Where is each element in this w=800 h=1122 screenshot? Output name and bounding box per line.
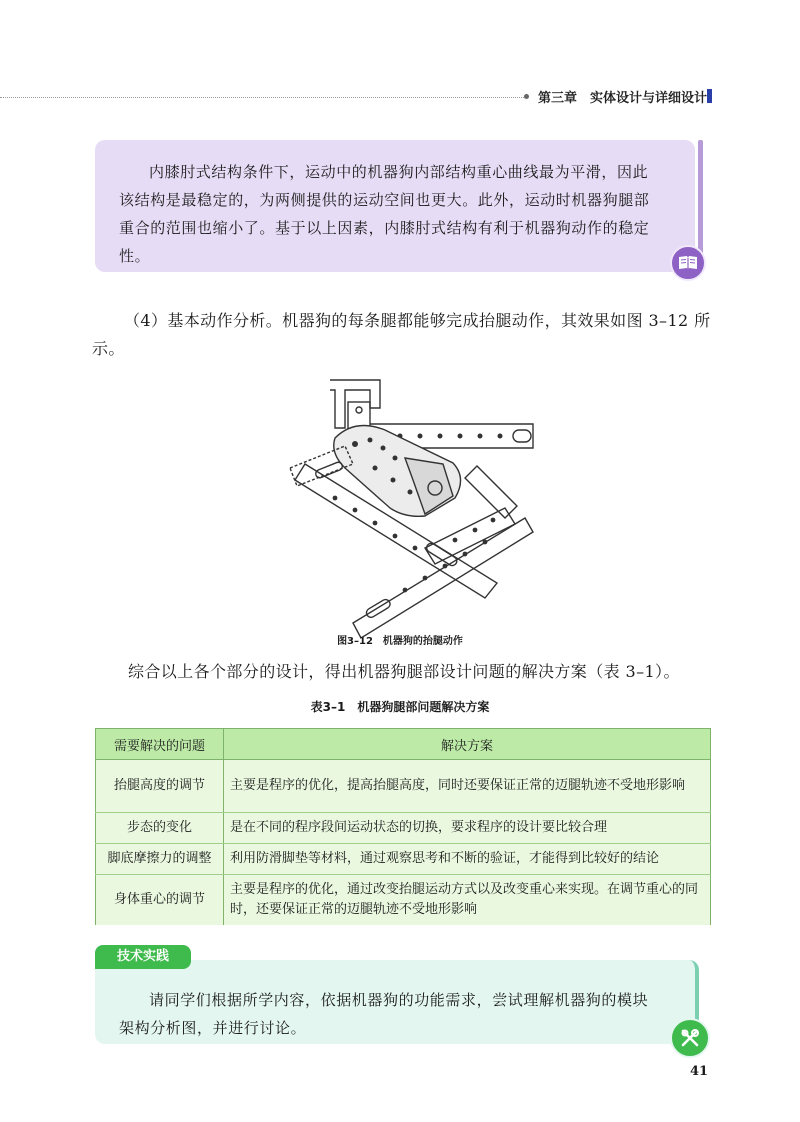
chapter-header: 第三章 实体设计与详细设计 [538, 91, 708, 106]
paragraph-basic-motion: （4）基本动作分析。机器狗的每条腿都能够完成抬腿动作，其效果如图 3–12 所示。 [92, 311, 711, 358]
table-cell-problem: 抬腿高度的调节 [96, 760, 224, 813]
table-header-row [96, 729, 711, 760]
header-dot [524, 94, 529, 99]
table-cell-problem: 脚底摩擦力的调整 [96, 844, 224, 875]
note-text: 内膝肘式结构条件下，运动中的机器狗内部结构重心曲线最为平滑，因此该结构是最稳定的，为两侧提供的运动空间也更大。此外，运动时机器狗腿部重合的范围也缩小了。基于以上因素，内膝肘式结构有利于机器狗动作的稳定性。 [119, 163, 650, 265]
table-cell-problem: 步态的变化 [96, 813, 224, 844]
note-callout [95, 140, 695, 272]
practice-text: 请同学们根据所学内容，依据机器狗的功能需求，尝试理解机器狗的模块架构分析图，并进行讨论。 [119, 991, 649, 1037]
table-header-solution: 解决方案 [224, 729, 711, 760]
paragraph-summary: 综合以上各个部分的设计，得出机器狗腿部设计问题的解决方案（表 3–1）。 [128, 662, 680, 681]
practice-tab-label: 技术实践 [95, 945, 191, 969]
robot-dog-leg-figure [275, 368, 540, 638]
note-rail [698, 140, 703, 258]
table-cell-solution: 主要是程序的优化，通过改变抬腿运动方式以及改变重心来实现。在调节重心的同时，还要保证正常的迈腿轨迹不受地形影响 [224, 875, 711, 926]
table-title: 表3–1 机器狗腿部问题解决方案 [310, 700, 490, 714]
book-icon [670, 245, 706, 281]
tools-icon [670, 1018, 710, 1058]
header-rule [0, 97, 528, 98]
table-cell-solution: 利用防滑脚垫等材料，通过观察思考和不断的验证，才能得到比较好的结论 [224, 844, 711, 875]
table-cell-solution: 是在不同的程序段间运动状态的切换，要求程序的设计要比较合理 [224, 813, 711, 844]
table-row [96, 844, 711, 875]
table-row [96, 760, 711, 813]
table-row [96, 875, 711, 926]
page-number: 41 [690, 1064, 709, 1079]
practice-callout [95, 960, 699, 1044]
header-accent-bar [707, 89, 712, 103]
solution-table [95, 728, 711, 925]
table-cell-problem: 身体重心的调节 [96, 875, 224, 926]
table-cell-solution: 主要是程序的优化，提高抬腿高度，同时还要保证正常的迈腿轨迹不受地形影响 [224, 760, 711, 813]
table-row [96, 813, 711, 844]
figure-caption: 图3–12 机器狗的抬腿动作 [337, 636, 463, 647]
table-header-problem: 需要解决的问题 [96, 729, 224, 760]
